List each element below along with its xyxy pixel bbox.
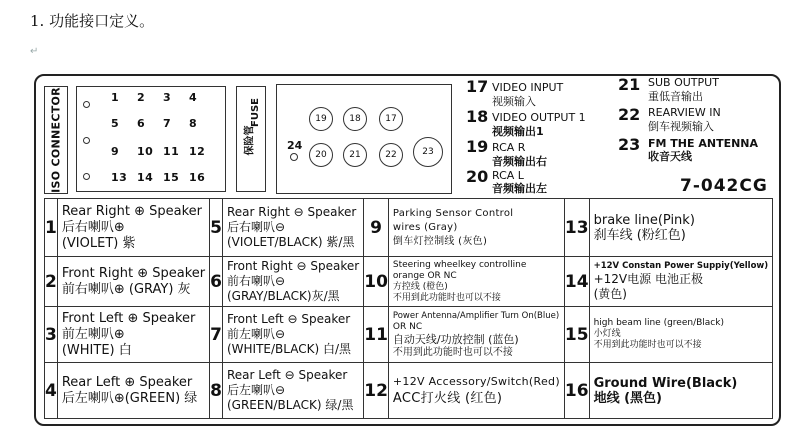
iso-pin-block [76, 86, 226, 192]
page-heading: 1. 功能接口定义。 [30, 12, 155, 30]
fuse-box [236, 86, 266, 192]
pin-row-2 [111, 117, 215, 130]
pad-pin: 22 [379, 143, 403, 167]
wire-function-table [44, 198, 773, 419]
pin-description: Parking Sensor Control wires (Gray) 倒车灯控制线 (灰色) [388, 199, 564, 257]
pad-pin-large: 23 [413, 137, 443, 167]
pin-description: Front Right ⊕ Speaker 前右喇叭⊕ (GRAY) 灰 [57, 257, 209, 307]
table-row [45, 199, 773, 257]
pin-row-1 [111, 91, 215, 104]
pin-label: 1 [111, 91, 120, 104]
pin-label: 9 [111, 145, 120, 158]
pin-label: 7 [163, 117, 172, 130]
pin-description: Steering wheelkey controlline orange OR NC 方控线 (橙色) 不用到此功能时也可以不接 [388, 257, 564, 307]
pin-description: Power Antenna/Amplifier Turn On(Blue) OR NC 自动天线/功放控制 (蓝色) 不用到此功能时也可以不接 [388, 307, 564, 363]
pin-number: 3 [45, 307, 58, 363]
pin-number: 11 [364, 307, 389, 363]
pin-label: 2 [137, 91, 146, 104]
pin-description: +12V Constan Power Suppiy(Yellow) +12V电源 电池正极 (黄色) [589, 257, 773, 307]
pin-label: 11 [163, 145, 180, 158]
table-row [45, 257, 773, 307]
pin-dot [83, 137, 90, 144]
pad-pin: 17 [379, 107, 403, 131]
legend-item: 19 RCA R 音频输出右 [466, 137, 547, 168]
pin-label: 16 [189, 171, 206, 184]
pad-pin: 20 [309, 143, 333, 167]
pin-number: 14 [564, 257, 589, 307]
pin-description: brake line(Pink) 刹车线 (粉红色) [589, 199, 773, 257]
fuse-label: FUSE [249, 98, 261, 127]
pin-dot [83, 173, 90, 180]
pin-label: 6 [137, 117, 146, 130]
paragraph-mark: ↵ [30, 46, 39, 57]
pin-description: Rear Left ⊖ Speaker 后左喇叭⊖ (GREEN/BLACK) 绿/黑 [222, 363, 363, 419]
pin-number: 16 [564, 363, 589, 419]
pin-description: Ground Wire(Black) 地线 (黑色) [589, 363, 773, 419]
pin-number: 13 [564, 199, 589, 257]
iso-connector-label-box [44, 86, 68, 194]
legend-item: 18 VIDEO OUTPUT 1 视频输出1 [466, 107, 586, 138]
pin-description: Rear Right ⊖ Speaker 后右喇叭⊖ (VIOLET/BLACK) 紫/黑 [222, 199, 363, 257]
pin-label: 4 [189, 91, 198, 104]
pin-row-3 [111, 145, 215, 158]
pin-label: 14 [137, 171, 154, 184]
pin-description: Rear Left ⊕ Speaker 后左喇叭⊕(GREEN) 绿 [57, 363, 209, 419]
pin-number: 15 [564, 307, 589, 363]
pin-number: 6 [210, 257, 223, 307]
legend-item: 17 VIDEO INPUT 视频输入 [466, 77, 564, 108]
pin-description: Front Right ⊖ Speaker 前右喇叭⊖ (GRAY/BLACK)灰/黑 [222, 257, 363, 307]
pin-label: 15 [163, 171, 180, 184]
pin-description: Front Left ⊖ Speaker 前左喇叭⊖ (WHITE/BLACK) 白/黑 [222, 307, 363, 363]
pad-pin: 19 [309, 107, 333, 131]
pad-pin: 21 [343, 143, 367, 167]
iso-connector-label: ISO CONNECTOR [49, 87, 63, 193]
pin-24-label: 24 [287, 139, 303, 152]
rca-pad-block [276, 84, 452, 194]
legend-item: 22 REARVIEW IN 倒车视频输入 [618, 105, 721, 133]
pin-description: Front Left ⊕ Speaker 前左喇叭⊕ (WHITE) 白 [57, 307, 209, 363]
pin-row-4 [111, 171, 215, 184]
pin-description: Rear Right ⊕ Speaker 后右喇叭⊕ (VIOLET) 紫 [57, 199, 209, 257]
legend-item: 21 SUB OUTPUT 重低音输出 [618, 75, 719, 103]
legend-item: 23 FM THE ANTENNA 收音天线 [618, 135, 759, 163]
table-row [45, 307, 773, 363]
pin-label: 10 [137, 145, 154, 158]
pin-number: 1 [45, 199, 58, 257]
legend-item: 20 RCA L 音频输出左 [466, 167, 547, 195]
pin-label: 12 [189, 145, 206, 158]
pin-description: high beam line (green/Black) 小灯线 不用到此功能时也可以不接 [589, 307, 773, 363]
pin-number: 5 [210, 199, 223, 257]
pin-label: 13 [111, 171, 128, 184]
pin-number: 7 [210, 307, 223, 363]
pin-number: 12 [364, 363, 389, 419]
pin-description: +12V Accessory/Switch(Red) ACC打火线 (红色) [388, 363, 564, 419]
pin-label: 8 [189, 117, 198, 130]
pin-number: 4 [45, 363, 58, 419]
pin-number: 2 [45, 257, 58, 307]
pin-dot [83, 101, 90, 108]
pin-number: 9 [364, 199, 389, 257]
pin-number: 10 [364, 257, 389, 307]
pin-label: 5 [111, 117, 120, 130]
pin-label: 3 [163, 91, 172, 104]
fuse-cn-label: 保险管 [244, 125, 256, 156]
pin-number: 8 [210, 363, 223, 419]
table-row [45, 363, 773, 419]
pad-pin: 18 [343, 107, 367, 131]
model-number: 7-042CG [680, 176, 768, 196]
